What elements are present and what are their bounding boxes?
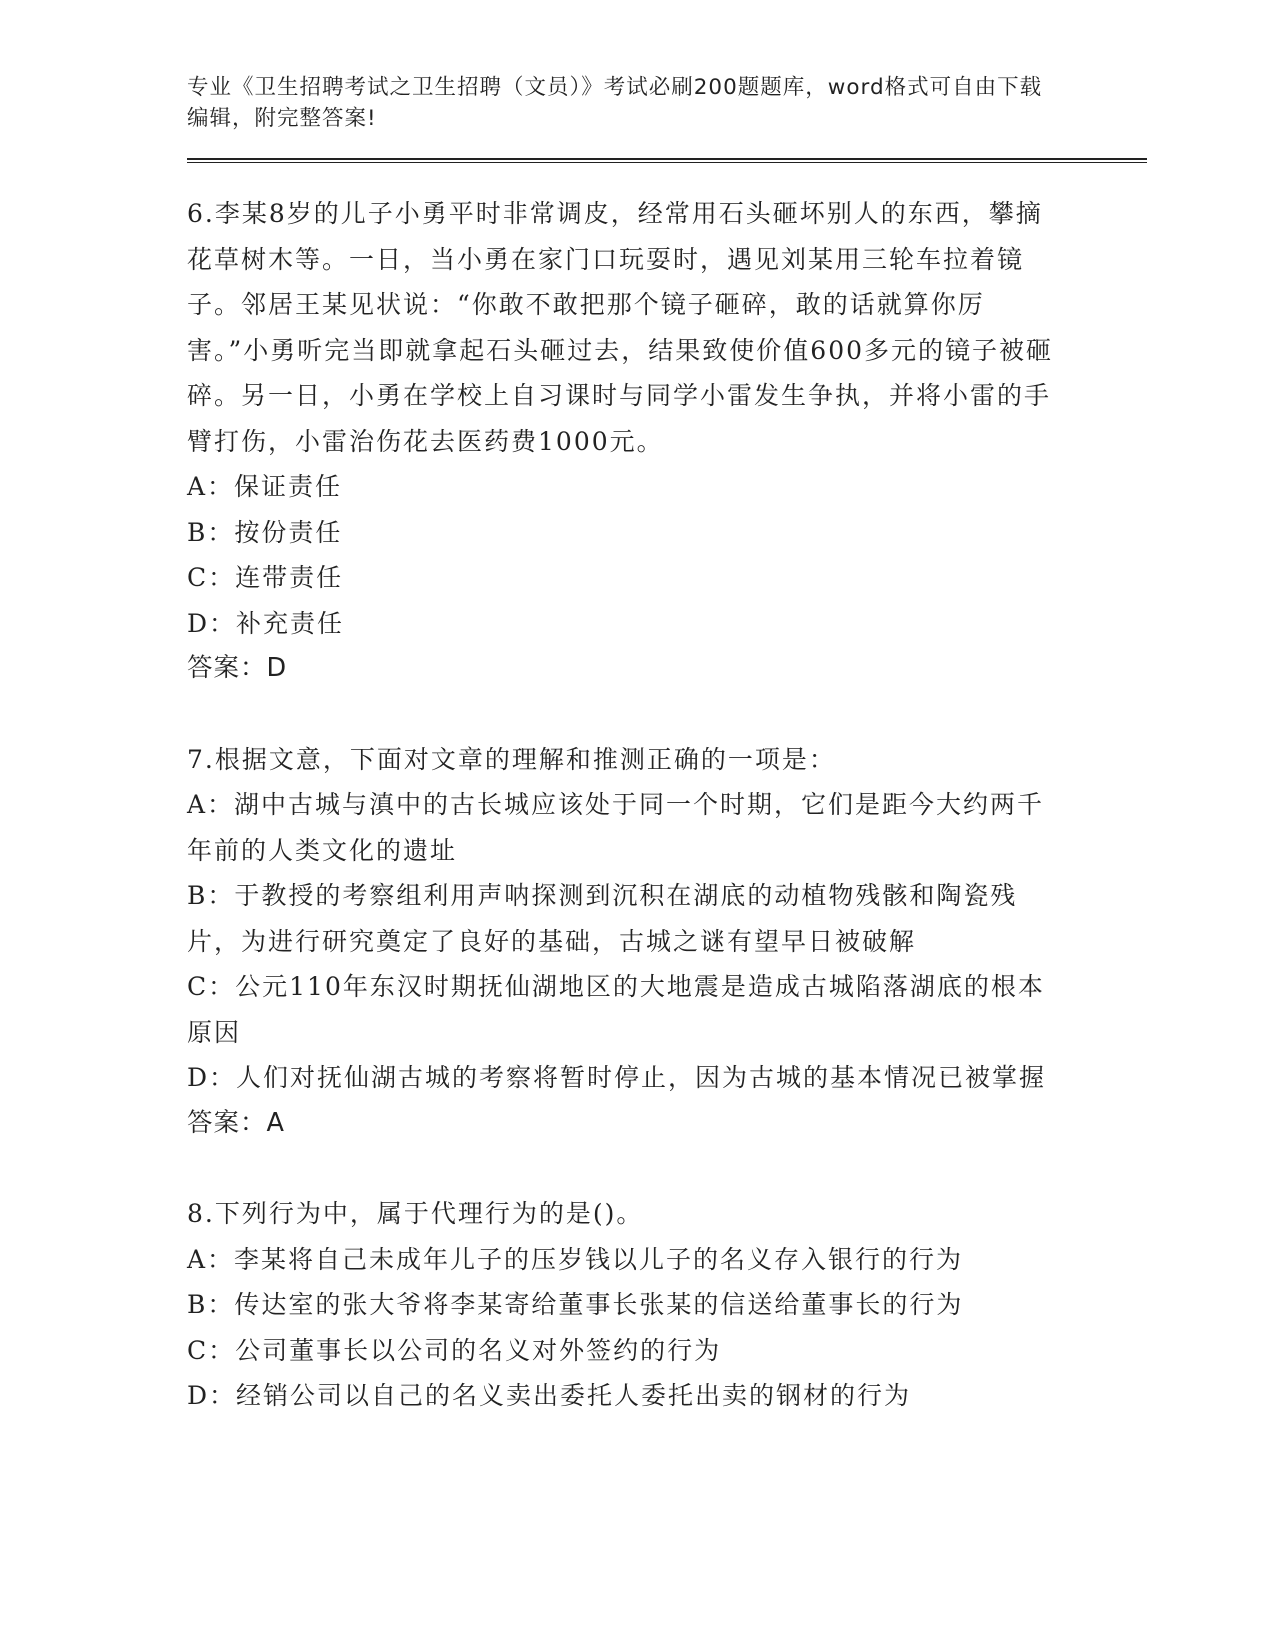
option-a: A：李某将自己未成年儿子的压岁钱以儿子的名义存入银行的行为: [187, 1244, 964, 1274]
answer: 答案：D: [187, 653, 288, 683]
option-c: C：公司董事长以公司的名义对外签约的行为: [187, 1335, 722, 1365]
header-title: 专业《卫生招聘考试之卫生招聘（文员）》考试必刷200题题库，word格式可自由下载编辑，附完整答案!: [187, 75, 1043, 131]
option-b: B：传达室的张大爷将李某寄给董事长张某的信送给董事长的行为: [187, 1290, 964, 1319]
question-6: [187, 191, 1067, 692]
option-c: C：连带责任: [187, 563, 344, 592]
option-b: B：于教授的考察组利用声呐探测到沉积在湖底的动植物残骸和陶瓷残片，为进行研究奠定了良好的基础，古城之谜有望早日被破解: [187, 881, 1018, 956]
answer: 答案：A: [187, 1107, 285, 1138]
question-list: [187, 191, 1067, 1419]
question-stem: 7.根据文意，下面对文章的理解和推测正确的一项是：: [187, 744, 836, 774]
option-d: D：补充责任: [187, 608, 345, 638]
option-c: C：公元110年东汉时期抚仙湖地区的大地震是造成古城陷落湖底的根本原因: [187, 972, 1045, 1047]
question-8: [187, 1191, 1067, 1419]
question-7: [187, 737, 1067, 1147]
document-header: [187, 72, 1147, 163]
option-d: D：经销公司以自己的名义卖出委托人委托出卖的钢材的行为: [187, 1381, 912, 1410]
option-a: A：湖中古城与滇中的古长城应该处于同一个时期，它们是距今大约两千年前的人类文化的遗址: [187, 790, 1045, 865]
question-stem: 6.李某8岁的儿子小勇平时非常调皮，经常用石头砸坏别人的东西，攀摘花草树木等。一日，当小勇在家门口玩耍时，遇见刘某用三轮车拉着镜子。邻居王某见状说：“你敢不敢把那个镜子砸碎，敢的话就算你厉害。”小勇听完当即就拿起石头砸过去，结果致使价值600多元的镜子被砸碎。另一日，小勇在学校上自习课时与同学小雷发生争执，并将小雷的手臂打伤，小雷治伤花去医药费1000元。: [187, 199, 1054, 456]
spacer: [187, 1146, 1067, 1191]
option-b: B：按份责任: [187, 517, 343, 547]
question-stem: 8.下列行为中，属于代理行为的是()。: [187, 1199, 644, 1228]
option-a: A：保证责任: [187, 472, 343, 501]
header-divider: [187, 158, 1147, 163]
spacer: [187, 692, 1067, 737]
option-d: D：人们对抚仙湖古城的考察将暂时停止，因为古城的基本情况已被掌握: [187, 1063, 1047, 1092]
